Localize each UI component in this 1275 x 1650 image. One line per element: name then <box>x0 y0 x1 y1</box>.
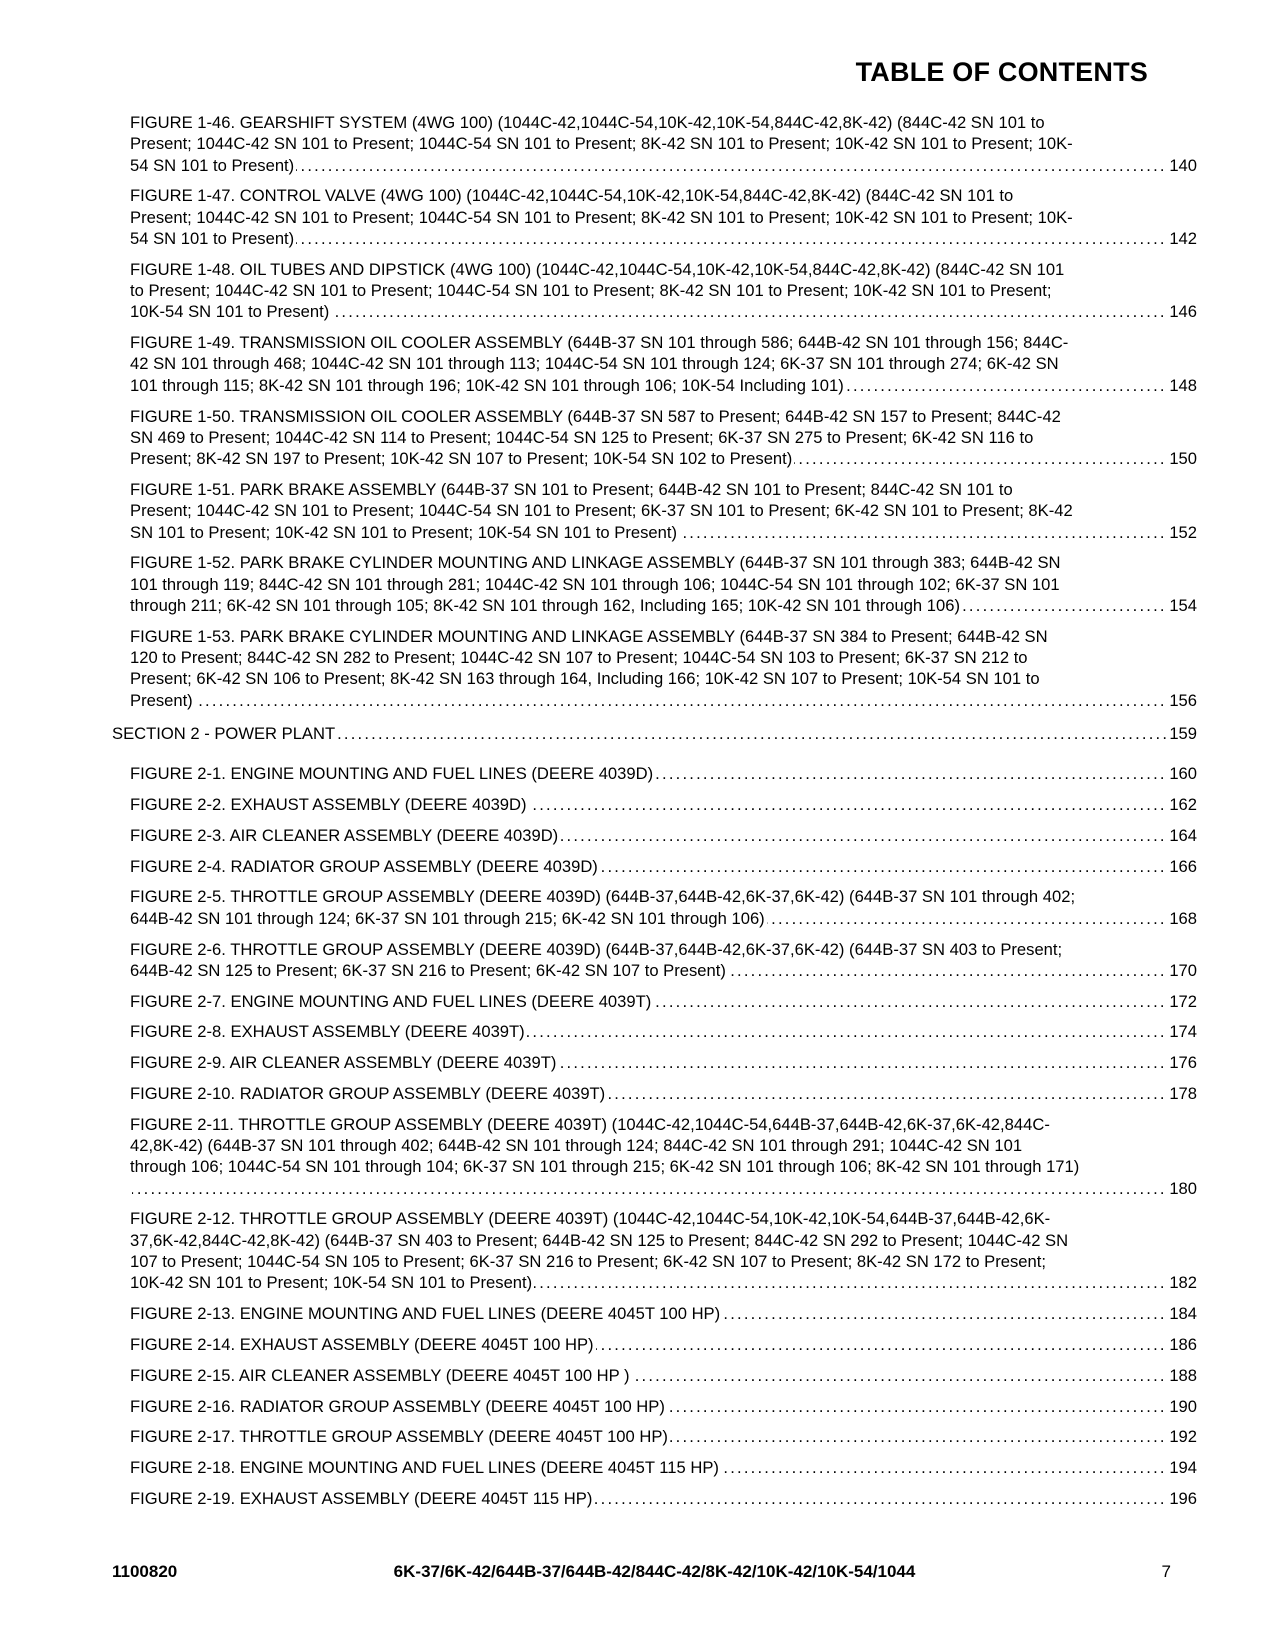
toc-entry-text-line: 54 SN 101 to Present) <box>130 228 295 248</box>
toc-entry-text-line: 10K-54 SN 101 to Present) <box>130 302 330 322</box>
toc-entry-last-line <box>130 522 1166 543</box>
toc-entry-last-line <box>130 1426 1166 1447</box>
toc-entry[interactable] <box>130 1208 1197 1293</box>
toc-entry[interactable] <box>130 1052 1197 1073</box>
toc-entry[interactable] <box>130 1426 1197 1447</box>
toc-entry[interactable] <box>130 626 1197 711</box>
toc-page-number: 142 <box>1166 228 1197 249</box>
toc-entry-text-line: FIGURE 1-53. PARK BRAKE CYLINDER MOUNTING AND LINKAGE ASSEMBLY (644B-37 SN 384 to Present; 644B-42 SN <box>130 626 1048 646</box>
toc-entry-text-line: FIGURE 2-10. RADIATOR GROUP ASSEMBLY (DEERE 4039T) <box>130 1083 606 1103</box>
toc-entry-text-line: FIGURE 2-2. EXHAUST ASSEMBLY (DEERE 4039D) <box>130 795 527 815</box>
toc-entry-text-line: 54 SN 101 to Present) <box>130 155 295 175</box>
toc-entry[interactable] <box>130 1365 1197 1386</box>
toc-entry-text-line: FIGURE 2-15. AIR CLEANER ASSEMBLY (DEERE 4045T 100 HP ) <box>130 1365 630 1385</box>
toc-entry-last-line <box>130 1272 1166 1293</box>
toc-entry-text-line: through 211; 6K-42 SN 101 through 105; 8K-42 SN 101 through 162, Including 165; 10K-42 SN 101 through 106) <box>130 595 960 615</box>
toc-entry[interactable] <box>130 763 1197 784</box>
toc-entry-text-line: FIGURE 1-52. PARK BRAKE CYLINDER MOUNTING AND LINKAGE ASSEMBLY (644B-37 SN 101 through 383; 644B-42 SN <box>130 553 1061 573</box>
document-number: 1100820 <box>112 1562 178 1581</box>
toc-entry[interactable] <box>130 332 1197 396</box>
toc-entry[interactable] <box>130 406 1197 470</box>
toc-entry-last-line <box>130 1083 1166 1104</box>
page-number: 7 <box>1161 1562 1171 1581</box>
toc-entry[interactable] <box>130 1114 1197 1199</box>
toc-entry-text-line: SN 101 to Present; 10K-42 SN 101 to Present; 10K-54 SN 101 to Present) <box>130 522 677 542</box>
toc-entry-text-line: 644B-42 SN 101 through 124; 6K-37 SN 101 through 215; 6K-42 SN 101 through 106) <box>130 908 765 928</box>
toc-page-number: 166 <box>1166 856 1197 877</box>
toc-entry-text-line: 120 to Present; 844C-42 SN 282 to Present; 1044C-42 SN 107 to Present; 1044C-54 SN 103 to Present; 6K-37 SN 212 to <box>130 648 1028 668</box>
toc-entry-last-line <box>130 1021 1166 1042</box>
toc-entry-text-line: FIGURE 2-19. EXHAUST ASSEMBLY (DEERE 4045T 115 HP) <box>130 1488 593 1508</box>
toc-entry-last-line <box>130 1488 1166 1509</box>
toc-page-number: 159 <box>1166 723 1197 744</box>
toc-entry[interactable] <box>130 112 1197 176</box>
toc-entry-last-line <box>130 1334 1166 1355</box>
toc-entry-last-line <box>130 794 1166 815</box>
toc-entry[interactable] <box>130 991 1197 1012</box>
toc-page-number: 156 <box>1166 690 1197 711</box>
toc-entry[interactable] <box>130 794 1197 815</box>
toc-entry-text-line: FIGURE 2-16. RADIATOR GROUP ASSEMBLY (DEERE 4045T 100 HP) <box>130 1396 665 1416</box>
toc-entry-text-line: FIGURE 2-6. THROTTLE GROUP ASSEMBLY (DEERE 4039D) (644B-37,644B-42,6K-37,6K-42) (644B-37 SN 403 to Present; <box>130 939 1063 959</box>
toc-entry-last-line <box>130 155 1166 176</box>
toc-entry-text-line: FIGURE 2-13. ENGINE MOUNTING AND FUEL LINES (DEERE 4045T 100 HP) <box>130 1304 721 1324</box>
toc-page-number: 162 <box>1166 794 1197 815</box>
toc-page-number: 186 <box>1166 1334 1197 1355</box>
toc-entry-text-line: FIGURE 1-49. TRANSMISSION OIL COOLER ASSEMBLY (644B-37 SN 101 through 586; 644B-42 SN 101 through 156; 844C- <box>130 333 1069 353</box>
toc-entry-text-line: 107 to Present; 1044C-54 SN 105 to Present; 6K-37 SN 216 to Present; 6K-42 SN 107 to Present; 8K-42 SN 172 to Present; <box>130 1252 1046 1272</box>
toc-entry-text-line: Present; 1044C-42 SN 101 to Present; 1044C-54 SN 101 to Present; 8K-42 SN 101 to Present; 10K-42 SN 101 to Present; 10K- <box>130 207 1073 227</box>
toc-page-number: 184 <box>1166 1303 1197 1324</box>
toc-entry-text-line: 10K-42 SN 101 to Present; 10K-54 SN 101 to Present) <box>130 1273 533 1293</box>
model-list: 6K-37/6K-42/644B-37/644B-42/844C-42/8K-42/10K-42/10K-54/1044 <box>393 1562 916 1581</box>
toc-page-number: 168 <box>1166 908 1197 929</box>
toc-page-number: 164 <box>1166 825 1197 846</box>
toc-entry-text-line <box>130 1179 132 1198</box>
toc-entry[interactable] <box>130 552 1197 616</box>
toc-entry-text-line: FIGURE 2-3. AIR CLEANER ASSEMBLY (DEERE 4039D) <box>130 825 559 845</box>
toc-entry[interactable] <box>130 1334 1197 1355</box>
toc-entry-last-line <box>130 908 1166 929</box>
toc-page-number: 140 <box>1166 155 1197 176</box>
toc-page-number: 154 <box>1166 595 1197 616</box>
toc-entry-text-line: to Present; 1044C-42 SN 101 to Present; 1044C-54 SN 101 to Present; 8K-42 SN 101 to Present; 10K-42 SN 101 to Present; <box>130 281 1052 301</box>
toc-entry-last-line <box>130 960 1166 981</box>
toc-entry-last-line <box>130 1396 1166 1417</box>
toc-page-number: 178 <box>1166 1083 1197 1104</box>
toc-entry-last-line <box>130 825 1166 846</box>
toc-entry-text-line: FIGURE 2-5. THROTTLE GROUP ASSEMBLY (DEERE 4039D) (644B-37,644B-42,6K-37,6K-42) (644B-37 SN 101 through 402; <box>130 887 1076 907</box>
toc-entry-text-line: Present; 6K-42 SN 106 to Present; 8K-42 SN 163 through 164, Including 166; 10K-42 SN 107 to Present; 10K-54 SN 101 to <box>130 669 1040 689</box>
toc-section-entry[interactable] <box>112 723 1197 744</box>
table-of-contents <box>112 112 1197 1519</box>
toc-entry-text-line: FIGURE 2-17. THROTTLE GROUP ASSEMBLY (DEERE 4045T 100 HP) <box>130 1427 668 1447</box>
toc-entry-last-line <box>130 1457 1166 1478</box>
toc-entry[interactable] <box>130 1396 1197 1417</box>
toc-entry-text-line: FIGURE 2-14. EXHAUST ASSEMBLY (DEERE 4045T 100 HP) <box>130 1334 594 1354</box>
toc-entry-last-line <box>130 595 1166 616</box>
toc-entry[interactable] <box>130 886 1197 929</box>
toc-entry[interactable] <box>130 479 1197 543</box>
toc-entry[interactable] <box>130 939 1197 982</box>
toc-page-number: 196 <box>1166 1488 1197 1509</box>
toc-entry-text-line: FIGURE 2-9. AIR CLEANER ASSEMBLY (DEERE 4039T) <box>130 1053 557 1073</box>
toc-entry-text-line: FIGURE 1-48. OIL TUBES AND DIPSTICK (4WG 100) (1044C-42,1044C-54,10K-42,10K-54,844C-42,8K-42) (844C-42 SN 101 <box>130 259 1065 279</box>
toc-entry-text-line: Present; 1044C-42 SN 101 to Present; 1044C-54 SN 101 to Present; 6K-37 SN 101 to Present; 6K-42 SN 101 to Present; 8K-42 <box>130 501 1073 521</box>
toc-entry[interactable] <box>130 1457 1197 1478</box>
toc-entry-last-line <box>130 991 1166 1012</box>
toc-page-number: 180 <box>1166 1178 1197 1199</box>
toc-entry-text-line: FIGURE 2-11. THROTTLE GROUP ASSEMBLY (DEERE 4039T) (1044C-42,1044C-54,644B-37,644B-42,6K-37,6K-42,844C- <box>130 1114 1050 1134</box>
toc-entry-last-line <box>130 301 1166 322</box>
toc-entry-last-line <box>130 375 1166 396</box>
toc-entry-text-line: Present) <box>130 690 193 710</box>
toc-entry-text-line: FIGURE 2-4. RADIATOR GROUP ASSEMBLY (DEERE 4039D) <box>130 856 598 876</box>
toc-entry-text-line: 37,6K-42,844C-42,8K-42) (644B-37 SN 403 to Present; 644B-42 SN 125 to Present; 844C-42 SN 292 to Present; 1044C-42 SN <box>130 1230 1069 1250</box>
toc-entry-last-line <box>130 1365 1166 1386</box>
toc-page-number: 146 <box>1166 301 1197 322</box>
toc-entry-last-line <box>130 448 1166 469</box>
toc-entry-text-line: 644B-42 SN 125 to Present; 6K-37 SN 216 to Present; 6K-42 SN 107 to Present) <box>130 960 726 980</box>
toc-entry-text-line: FIGURE 1-51. PARK BRAKE ASSEMBLY (644B-37 SN 101 to Present; 644B-42 SN 101 to Present; 844C-42 SN 101 to <box>130 479 1013 499</box>
toc-entry-text-line: 101 through 115; 8K-42 SN 101 through 196; 10K-42 SN 101 through 106; 10K-54 Including 101) <box>130 375 844 395</box>
toc-page-number: 160 <box>1166 763 1197 784</box>
toc-entry-last-line <box>130 1303 1166 1324</box>
toc-entry-last-line <box>130 856 1166 877</box>
toc-entry[interactable] <box>130 825 1197 846</box>
toc-page-number: 188 <box>1166 1365 1197 1386</box>
toc-entry[interactable] <box>130 1488 1197 1509</box>
toc-entry-text-line: 101 through 119; 844C-42 SN 101 through 281; 1044C-42 SN 101 through 106; 1044C-54 SN 101 through 102; 6K-37 SN 101 <box>130 574 1060 594</box>
toc-entry-text-line: 42 SN 101 through 468; 1044C-42 SN 101 through 113; 1044C-54 SN 101 through 124; 6K-37 SN 101 through 274; 6K-42 SN <box>130 354 1059 374</box>
toc-entry[interactable] <box>130 259 1197 323</box>
toc-page-number: 182 <box>1166 1272 1197 1293</box>
toc-entry-text-line: FIGURE 1-46. GEARSHIFT SYSTEM (4WG 100) (1044C-42,1044C-54,10K-42,10K-54,844C-42,8K-42) (844C-42 SN 101 to <box>130 113 1045 132</box>
toc-entry-text-line: FIGURE 2-7. ENGINE MOUNTING AND FUEL LINES (DEERE 4039T) <box>130 991 652 1011</box>
toc-entry-text-line: FIGURE 2-8. EXHAUST ASSEMBLY (DEERE 4039T) <box>130 1022 525 1042</box>
toc-page-number: 152 <box>1166 522 1197 543</box>
toc-entry-last-line <box>112 723 1166 744</box>
toc-page-number: 170 <box>1166 960 1197 981</box>
toc-page-number: 174 <box>1166 1021 1197 1042</box>
toc-entry[interactable] <box>130 185 1197 249</box>
toc-entry-text-line: FIGURE 2-12. THROTTLE GROUP ASSEMBLY (DEERE 4039T) (1044C-42,1044C-54,10K-42,10K-54,644B-37,644B-42,6K- <box>130 1209 1051 1229</box>
toc-entry-text-line: FIGURE 1-47. CONTROL VALVE (4WG 100) (1044C-42,1044C-54,10K-42,10K-54,844C-42,8K-42) (844C-42 SN 101 to <box>130 186 1014 206</box>
toc-page-number: 190 <box>1166 1396 1197 1417</box>
toc-entry-text-line: 42,8K-42) (644B-37 SN 101 through 402; 644B-42 SN 101 through 124; 844C-42 SN 101 through 291; 1044C-42 SN 101 <box>130 1136 1023 1156</box>
toc-entry-last-line <box>130 763 1166 784</box>
toc-entry[interactable] <box>130 1083 1197 1104</box>
toc-entry-text-line: SN 469 to Present; 1044C-42 SN 114 to Present; 1044C-54 SN 125 to Present; 6K-37 SN 275 to Present; 6K-42 SN 116 to <box>130 427 1034 447</box>
page-title: TABLE OF CONTENTS <box>855 57 1148 87</box>
toc-entry-last-line <box>130 228 1166 249</box>
toc-entry-text-line: FIGURE 2-1. ENGINE MOUNTING AND FUEL LINES (DEERE 4039D) <box>130 764 654 784</box>
toc-page-number: 172 <box>1166 991 1197 1012</box>
toc-page-number: 148 <box>1166 375 1197 396</box>
toc-entry-last-line <box>130 1052 1166 1073</box>
toc-entry-text-line: FIGURE 1-50. TRANSMISSION OIL COOLER ASSEMBLY (644B-37 SN 587 to Present; 644B-42 SN 157 to Present; 844C-42 <box>130 406 1061 426</box>
page-footer <box>112 1562 1197 1586</box>
toc-entry-text-line: through 106; 1044C-54 SN 101 through 104; 6K-37 SN 101 through 215; 6K-42 SN 101 through 106; 8K-42 SN 101 through 171) <box>130 1157 1080 1177</box>
toc-page-number: 150 <box>1166 448 1197 469</box>
toc-entry[interactable] <box>130 856 1197 877</box>
toc-entry-text-line: SECTION 2 - POWER PLANT <box>112 723 336 743</box>
toc-entry-text-line: FIGURE 2-18. ENGINE MOUNTING AND FUEL LINES (DEERE 4045T 115 HP) <box>130 1458 719 1478</box>
toc-entry-text-line: Present; 8K-42 SN 197 to Present; 10K-42 SN 107 to Present; 10K-54 SN 102 to Present) <box>130 449 793 469</box>
toc-entry-text-line: Present; 1044C-42 SN 101 to Present; 1044C-54 SN 101 to Present; 8K-42 SN 101 to Present; 10K-42 SN 101 to Present; 10K- <box>130 134 1073 154</box>
toc-page-number: 194 <box>1166 1457 1197 1478</box>
toc-entry[interactable] <box>130 1303 1197 1324</box>
toc-entry-last-line <box>130 1178 1166 1199</box>
toc-page-number: 176 <box>1166 1052 1197 1073</box>
toc-page-number: 192 <box>1166 1426 1197 1447</box>
toc-entry[interactable] <box>130 1021 1197 1042</box>
toc-entry-last-line <box>130 690 1166 711</box>
